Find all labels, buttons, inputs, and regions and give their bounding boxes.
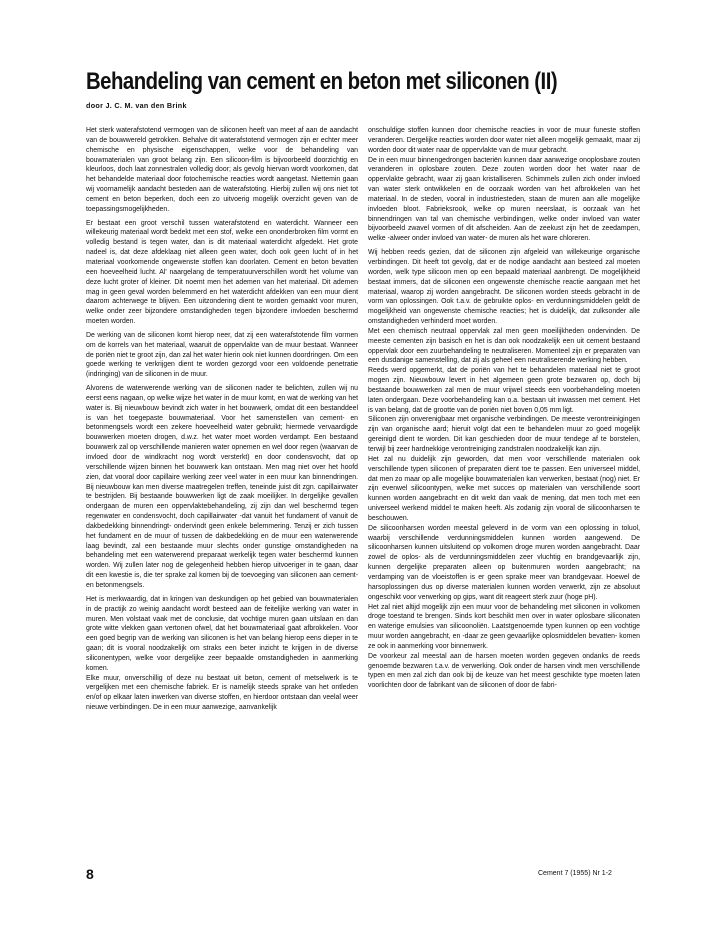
paragraph: Wij hebben reeds gezien, dat de siliconen zijn afgeleid van willekeurige organische verbindingen. Dit heeft tot gevolg, dat er de nodige aandacht aan besteed zal moeten worden, welk type silicoon men op een bepaald materiaal aanbrengt. De mogelijkheid bestaat immers, dat de siliconen een ongewenste chemische reactie aangaan met het materiaal, waarop zij worden aangebracht. De siliconen worden steeds gebracht in de vorm van oplossingen. Ook t.a.v. de gebruikte oplos- en verdunningsmiddelen geldt de mogelijkheid van ongewenste chemische reacties; het is duidelijk, dat zulksonder alle omstandigheden verhinderd moet worden. Met een chemisch neutraal oppervlak zal men geen moeilijkheden ondervinden. De meeste cementen zijn basisch en het is dan ook noodzakelijk een uit cement bestaand oppervlak door een zuurbehandeling te neutraliseren. Momenteel zijn er preparaten van een dusdanige samenstelling, dat zij als geheel een neutraliserende werking hebben. Reeds werd opgemerkt, dat de poriën van het te behandelen materiaal niet te groot mogen zijn. Nieuwbouw levert in het algemeen geen grote bezwaren op, doch bij bestaande bouwwerken zal men de muur vrijwel steeds een voorbehandeling moeten laten ondergaan. Deze voorbehandeling kan o.a. bestaan uit inwassen met cement. Het is van belang, dat de grootte van de poriën niet boven 0,05 mm ligt. Siliconen zijn onverenigbaar met organische verbindingen. De meeste verontreinigingen zijn van organische aard; hieruit volgt dat een te behandelen muur zo goed mogelijk gereinigd dient te worden. Dit kan geschieden door de muur tendege af te borstelen, terwijl bij zeer hardnekkige verontreiniging zandstralen noodzakelijk kan zijn. Het zal nu duidelijk zijn geworden, dat men voor verschillende materialen ook verschillende typen siliconen of preparaten dient toe te passen. Een universeel middel, dat men zo maar op alle mogelijke bouwmaterialen kan verwerken, bestaat (nog) niet. Er zijn evenwel silicoontypen, welke met succes op materialen van verschillende soort kunnen worden aangebracht en dit wekt dan vaak de mening, dat men toch met een universeel werkend middel te maken heeft. Als zodanig zijn vooral de silicoonharsen te beschouwen. De silicoonharsen worden meestal geleverd in de vorm van een oplossing in toluol, waarbij verschillende verdunningsmiddelen kunnen worden aangewend. De silicoonharsen kunnen uitsluitend op volkomen droge muren worden aangebracht. Daar zowel de oplos- als de verdunningsmiddelen zeer vluchtig en brandgevaarlijk zijn, kunnen dergelijke preparaten alleen op buitenmuren worden aangebracht; na verdamping van de vloeistoffen is er geen sprake meer van brandgevaar. Hoewel de harsoplossingen dus op diverse materialen kunnen worden verwerkt, zijn ze absoluut ongeschikt voor verwerking op gips, want dit reageert sterk zuur (hoge pH). Het zal niet altijd mogelijk zijn een muur voor de behandeling met siliconen in volkomen droge toestand te brengen. Sinds kort beschikt men over in water oplosbare siliconaten en waterige emulsies van silicoonoliën. Laatstgenoemde typen kunnen op een vochtige muur worden aangebracht, en -daar ze geen gevaarlijke oplosmiddelen bevatten- komen ze ook in aanmerking voor binnenwerk. De voorkeur zal meestal aan de harsen moeten worden gegeven ondanks de reeds genoemde bezwaren t.a.v. de verwerking. Ook onder de harsen vindt men verschillende typen en men zal zich dan ook bij de keuze van het meest geschikte type moeten laten voorlichten door de fabrikant van de siliconen of door de fabri- (368, 249, 640, 690)
paragraph: Het sterk waterafstotend vermogen van de siliconen heeft van meet af aan de aandacht van de bouwwereld getrokken. Behalve dit waterafstotend vermogen zijn er echter meer chemische en physische eigenschappen, welke voor de behandeling van bouwmaterialen van groot belang zijn. Een silicoon-film is bijvoorbeeld doorzichtig en kleurloos, doch laat zonnestralen volledig door; als gevolg hiervan wordt voorkomen, dat het behandelde materiaal door fotochemische reacties wordt aangetast. Niettemin gaan wij voornamelijk aandacht besteden aan de waterafstoting. Hierbij zullen wij ons niet tot cement en beton beperken, doch een zo uitvoerig mogelijk overzicht geven van de toepassingsmogelijkheden. (86, 127, 358, 213)
paragraph: Alvorens de waterwerende werking van de siliconen nader te belichten, zullen wij nu eerst eens nagaan, op welke wijze het water in de muur komt, en wat de werking van het water is. Bij nieuwbouw bevindt zich water in het bouwwerk, omdat dit een bestanddeel is van het toegepaste bouwmateriaal. Voor het samenstellen van cement- en betonmengsels wordt een zekere hoeveelheid water gebruikt; hiermede vervaardigde bouwwerken moeten drogen, d.w.z. het water moet worden verdampt. Een bestaand bouwwerk zal op verschillende manieren water opnemen en wel door regen (waarvan de invloed door de windkracht nog wordt versterkt) en door condensvocht, dat op verschillende wijzen binnen het bouwwerk kan ontstaan. Men mag niet over het hoofd zien, dat vooral door capillaire werking zeer veel water in een muur kan binnendringen. Bij nieuwbouw kan men diverse maatregelen treffen, teneinde juist dit zgn. capillairwater te bestrijden. Bij bestaande bouwwerken ligt de zaak moeilijker. In dergelijke gevallen ondergaan de muren een oppervlaktebehandeling, zij zijn dan wel beschermd tegen regenwater en condensvocht, doch capillairwater -dat vanuit het fundament of vanuit de dakbedekking binnendringt- ondervindt geen enkele belemmering. Tenzij er zich tussen het fundament en de muur of tussen de dakbedekking en de muur een waterwerende laag bevindt, zal een bestaande muur slechts onder gunstige omstandigheden na behandeling met een waterwerend preparaat werkelijk tegen water beschermd kunnen worden. Wij zullen later nog de gelegenheid hebben hierop uitvoeriger in te gaan, daar dit een kwestie is, die ter sprake zal komen bij de toevoeging van siliconen aan cement- en betonmengsels. (86, 385, 358, 589)
text-column-left (86, 126, 358, 717)
paragraph: De werking van de siliconen komt hierop neer, dat zij een waterafstotende film vormen om de korrels van het materiaal, waaruit de oppervlakte van de muur bestaat. Wanneer de poriën niet te groot zijn, dan zal het water hierin ook niet kunnen doordringen. Om een goede werking te verkrijgen dient te worden gezorgd voor een voldoende penetratie (indringing) van de siliconen in de muur. (86, 331, 358, 379)
article-author: door J. C. M. van den Brink (86, 101, 187, 110)
paragraph: Er bestaat een groot verschil tussen waterafstotend en waterdicht. Wanneer een willekeurig materiaal wordt bedekt met een stof, welke een ononderbroken film vormt en volledig bestand is tegen water, dan is dit materiaal waterdicht afgedekt. Het grote nadeel is, dat deze afdeklaag niet alleen geen water, doch ook geen lucht of in het materiaal voorkomende ongewenste stoffen kan doorlaten. Cement en beton bevatten een hoeveelheid lucht. Al' naargelang de temperatuurverschillen wordt het volume van deze lucht groter of kleiner. Dit noemt men het ademen van het materiaal. Dit ademen mag in geen geval worden belemmerd en het waterdicht afdekken van een muur dient daarom achterwege te blijven. Een uitzondering dient te worden gemaakt voor muren, welke onder zeer bijzondere omstandigheden tegen bijzondere invloeden beschermd moeten worden. (86, 219, 358, 326)
journal-reference: Cement 7 (1955) Nr 1-2 (538, 870, 612, 877)
paragraph: onschuldige stoffen kunnen door chemische reacties in voor de muur funeste stoffen veranderen. Dergelijke reacties worden door water niet alleen mogelijk gemaakt, maar zij worden door dit water naar de oppervlakte van de muur gebracht. De in een muur binnengedrongen bacteriën kunnen daar aanwezige onoplosbare zouten veranderen in oplosbare zouten. Deze zouten worden door het water naar de oppervlakte gebracht, waar zij gaan kristalliseren. Schimmels zullen zich onder invloed van water sterk ontwikkelen en de oorzaak worden van het afbrokkelen van het materiaal. In de steden, vooral in industriesteden, staan de muren aan alle mogelijke invloeden bloot. Fabrieksrook, welke op muren neerslaat, is oorzaak van het binnendringen van tal van chemische verbindingen, welke onder invloed van water bijvoorbeeld zwavel vormen of dit afscheiden. Aan de zeekust zijn het de zeedampen, welke -alweer onder invloed van water- de muren als het ware chloreren. (368, 127, 640, 243)
text-column-right (368, 126, 640, 695)
paragraph: Het is merkwaardig, dat in kringen van deskundigen op het gebied van bouwmaterialen in de practijk zo weinig aandacht wordt besteed aan de feitelijke werking van water in muren. Men volstaat vaak met de conclusie, dat vochtige muren gaan uitslaan en dan grote witte vlekken gaan vertonen ofwel, dat het bouwmateriaal gaat afbrokkelen. Voor een goed begrip van de werking van siliconen is het van belang hierop eens dieper in te gaan; dit is vooral noodzakelijk om straks een beter inzicht te krijgen in de diverse siliconentypen, welke voor dergelijke zeer bepaalde omstandigheden in aanmerking komen. Elke muur, onverschillig of deze nu bestaat uit beton, cement of metselwerk is te vergelijken met een chemische fabriek. Er is namelijk steeds sprake van het ontleden en/of op elkaar laten inwerken van diverse stoffen, en hierdoor ontstaan dan veelal weer nieuwe verbindingen. De in een muur aanwezige, aanvankelijk (86, 595, 358, 712)
article-title: Behandeling van cement en beton met siliconen (II) (86, 68, 558, 95)
page-number: 8 (86, 866, 94, 882)
